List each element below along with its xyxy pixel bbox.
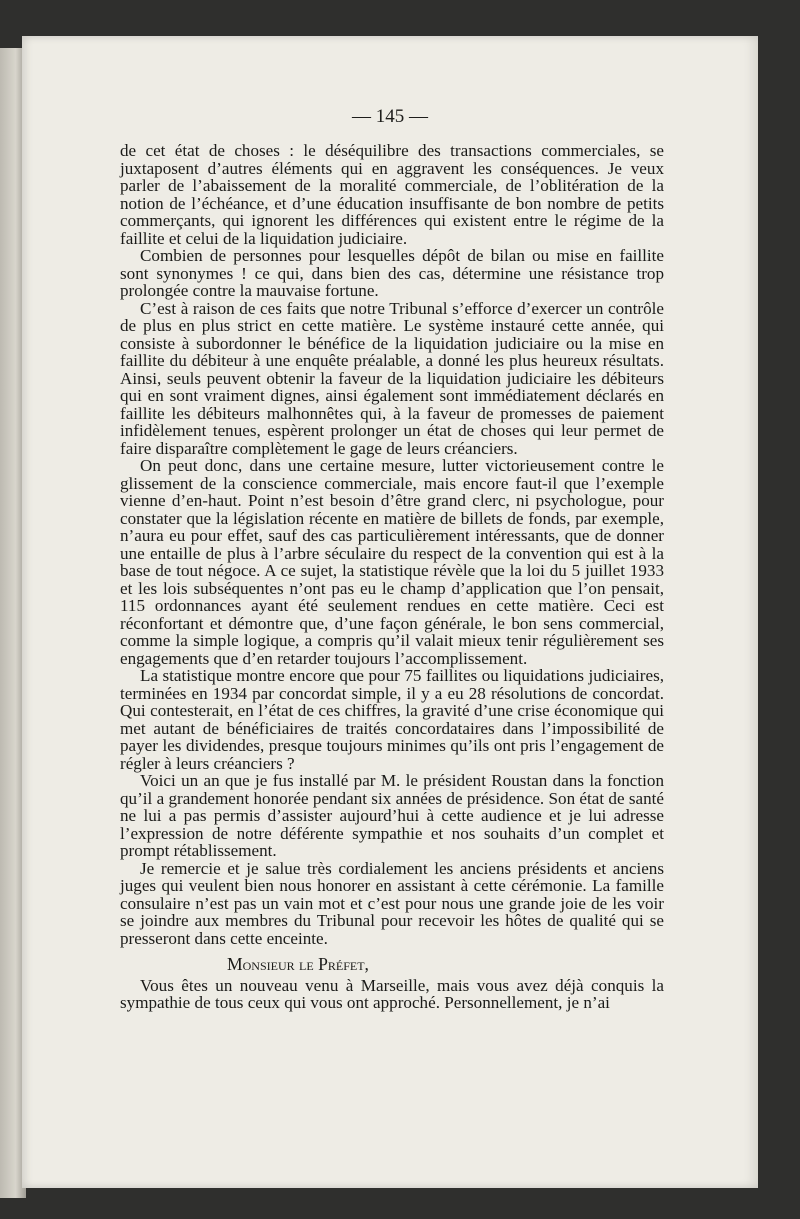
book-page xyxy=(22,36,758,1188)
paragraph: Vous êtes un nouveau venu à Marseille, mais vous avez déjà conquis la sympathie de tous ceux qui vous ont approché. Personnellement, je n’ai xyxy=(120,975,664,1012)
paragraph: Combien de personnes pour lesquelles dépôt de bilan ou mise en faillite sont synonymes ! ce qui, dans bien des cas, détermine une résistance trop prolongée contre la mauvaise fortune. xyxy=(120,246,664,300)
paragraph: de cet état de choses : le déséquilibre des transactions commerciales, se juxtaposent d’autres éléments qui en aggravent les conséquences. Je veux parler de l’abaissement de la moralité commerciale, de l’oblitération de la notion de l’échéance, et d’une éducation insuffisante de bon nombre de petits commerçants, qui ignorent les différences qui existent entre le régime de la faillite et celui de la liquidation judiciaire. xyxy=(120,141,664,248)
paragraph: La statistique montre encore que pour 75 faillites ou liquidations judiciaires, terminées en 1934 par concordat simple, il y a eu 28 résolutions de concordat. Qui contesterait, en l’état de ces chiffres, la gravité d’une crise économique qui met autant de bénéficiaires de traités concordataires dans l’impossibilité de payer les dividendes, presque toujours minimes qu’ils ont pris l’engagement de régler à leurs créanciers ? xyxy=(120,666,664,773)
page-number: — 145 — xyxy=(352,106,428,127)
paragraph: On peut donc, dans une certaine mesure, lutter victorieusement contre le glissement de la conscience commerciale, mais encore faut-il que l’exemple vienne d’en-haut. Point n’est besoin d’être grand clerc, ni psychologue, pour constater que la législation récente en matière de billets de fonds, par exemple, n’aura eu pour effet, sauf des cas particulièrement intéressants, que de donner une entaille de plus à l’arbre séculaire du respect de la convention qui est à la base de tout négoce. A ce sujet, la statistique révèle que la loi du 5 juillet 1933 et les lois subséquentes n’ont pas eu le champ d’application que l’on pensait, 115 ordonnances ayant été seulement rendues en cette matière. Ceci est réconfortant et démontre que, d’une façon générale, le bon sens commercial, comme la simple logique, a compris qu’il valait mieux tenir régulièrement ses engagements que d’en retarder toujours l’accomplissement. xyxy=(120,456,664,668)
salutation-heading: Monsieur le Préfet, xyxy=(227,954,369,974)
paragraph: Je remercie et je salue très cordialement les anciens présidents et anciens juges qui veulent bien nous honorer en assistant à cette cérémonie. La famille consulaire n’est pas un vain mot et c’est pour nous une grande joie de les voir se joindre aux membres du Tribunal pour recevoir les hôtes de qualité qui se presseront dans cette enceinte. xyxy=(120,858,664,948)
paragraph: Voici un an que je fus installé par M. le président Roustan dans la fonction qu’il a grandement honorée pendant six années de présidence. Son état de santé ne lui a pas permis d’assister aujourd’hui à cette audience et je lui adresse l’expression de notre déférente sympathie et nos souhaits d’un complet et prompt rétablissement. xyxy=(120,771,664,860)
paragraph: C’est à raison de ces faits que notre Tribunal s’efforce d’exercer un contrôle de plus en plus strict en cette matière. Le système instauré cette année, qui consiste à subordonner le bénéfice de la liquidation judiciaire ou la mise en faillite du débiteur à une enquête préalable, a donné les plus heureux résultats. Ainsi, seuls peuvent obtenir la faveur de la liquidation judiciaire les débiteurs qui en sont vraiment dignes, ainsi également sont immédiatement déclarés en faillite les débiteurs malhonnêtes qui, à la faveur de promesses de paiement infidèlement tenues, espèrent prolonger un état de choses qui leur permet de faire disparaître complètement le gage de leurs créanciers. xyxy=(120,298,664,458)
body-text xyxy=(120,142,664,1012)
